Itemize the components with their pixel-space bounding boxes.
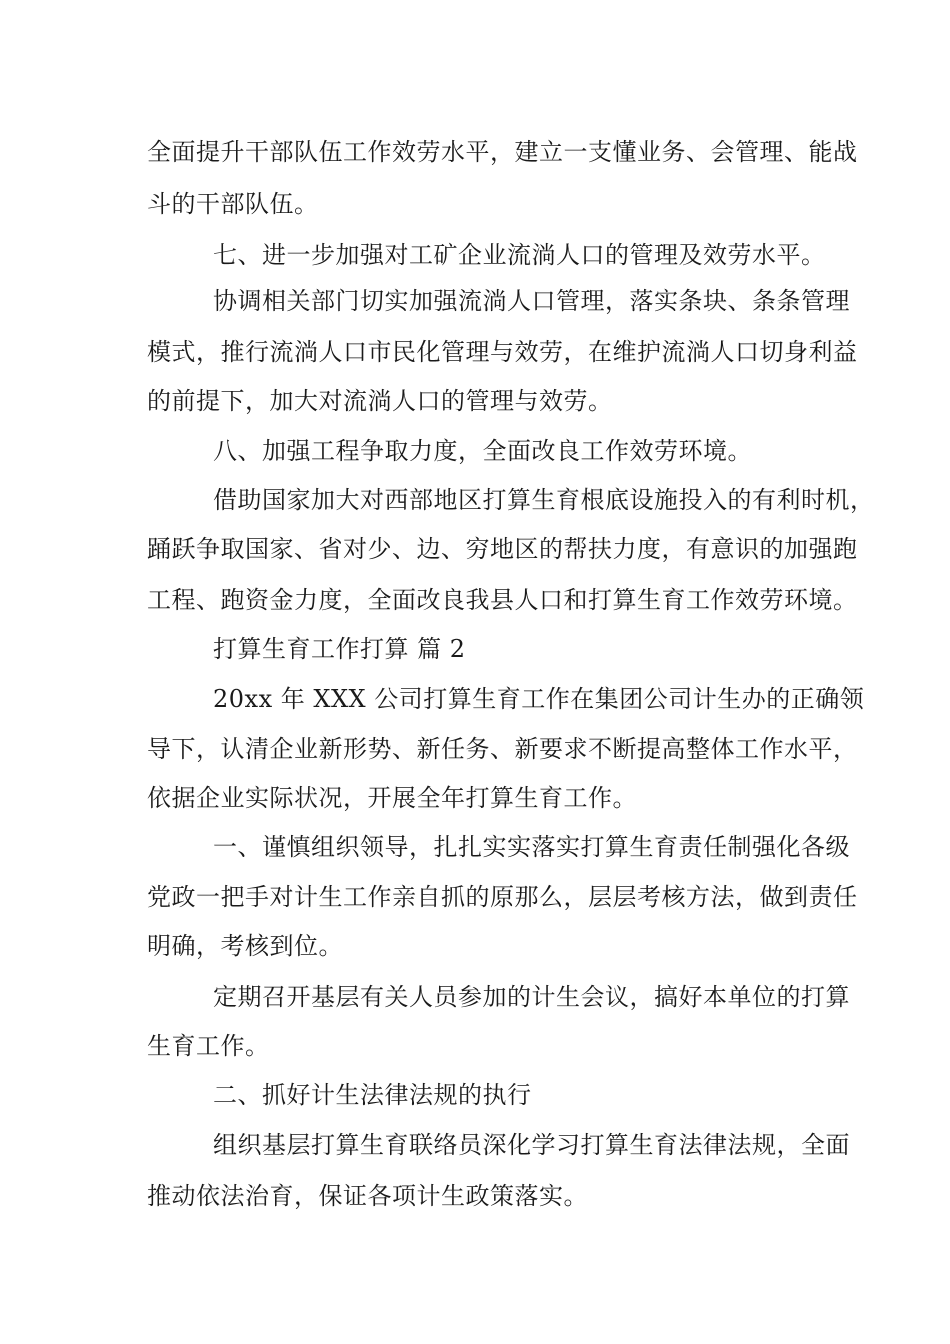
section-heading: 八、加强工程争取力度，全面改良工作效劳环境。 (213, 437, 752, 465)
body-text-line: 斗的干部队伍。 (147, 190, 319, 218)
body-text-line: 推动依法治育，保证各项计生政策落实。 (147, 1182, 588, 1210)
body-text-line: 党政一把手对计生工作亲自抓的原那么，层层考核方法，做到责任 (147, 883, 858, 911)
body-text-line: 踊跃争取国家、省对少、边、穷地区的帮扶力度，有意识的加强跑 (147, 535, 858, 563)
body-text-line: 工程、跑资金力度，全面改良我县人口和打算生育工作效劳环境。 (147, 586, 858, 614)
section-heading: 七、进一步加强对工矿企业流淌人口的管理及效劳水平。 (213, 241, 826, 269)
body-text-line: 借助国家加大对西部地区打算生育根底设施投入的有利时机， (213, 486, 875, 514)
body-text-line: 20xx 年 XXX 公司打算生育工作在集团公司计生办的正确领 (213, 685, 865, 713)
body-text-line: 定期召开基层有关人员参加的计生会议，搞好本单位的打算 (213, 983, 850, 1011)
body-text-line: 生育工作。 (147, 1032, 270, 1060)
article-title: 打算生育工作打算 篇 2 (213, 635, 466, 663)
body-text-line: 明确，考核到位。 (147, 932, 343, 960)
body-text-line: 依据企业实际状况，开展全年打算生育工作。 (147, 784, 637, 812)
body-text-line: 的前提下，加大对流淌人口的管理与效劳。 (147, 387, 613, 415)
body-text-line: 协调相关部门切实加强流淌人口管理，落实条块、条条管理 (213, 287, 850, 315)
section-heading: 二、抓好计生法律法规的执行 (213, 1081, 532, 1109)
body-text-line: 全面提升干部队伍工作效劳水平，建立一支懂业务、会管理、能战 (147, 138, 858, 166)
body-text-line: 导下，认清企业新形势、新任务、新要求不断提高整体工作水平， (147, 735, 858, 763)
body-text-line: 模式，推行流淌人口市民化管理与效劳，在维护流淌人口切身利益 (147, 338, 858, 366)
body-text-line: 组织基层打算生育联络员深化学习打算生育法律法规，全面 (213, 1131, 850, 1159)
section-heading: 一、谨慎组织领导，扎扎实实落实打算生育责任制强化各级 (213, 833, 850, 861)
